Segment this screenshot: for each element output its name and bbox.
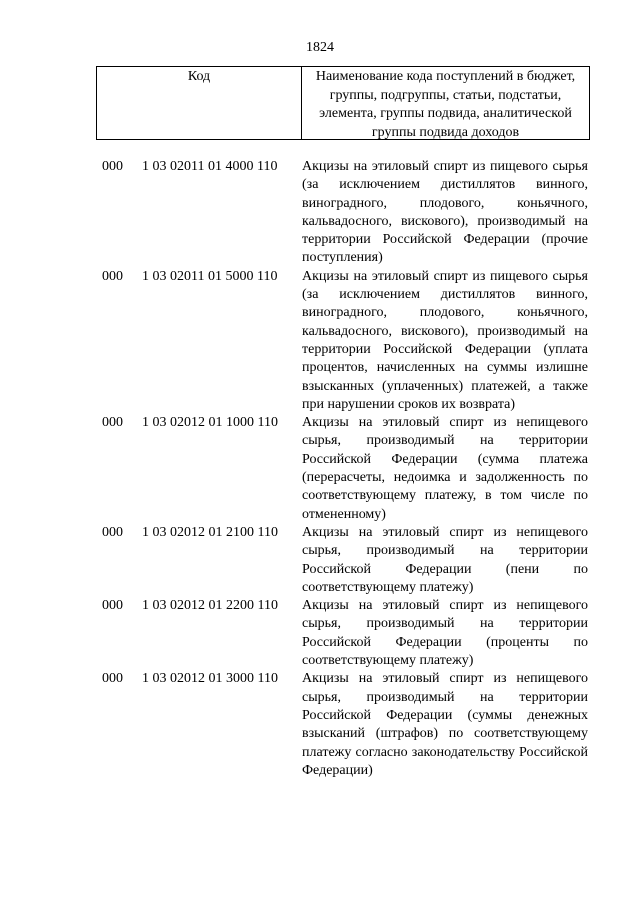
row-admin-code: 000 (102, 671, 123, 687)
header-code-label: Код (187, 69, 211, 84)
table-row (0, 158, 640, 268)
row-revenue-code: 1 03 02012 01 2200 110 (142, 598, 278, 614)
header-name-label: Наименование кода поступлений в бюджет, группы, подгруппы, статьи, подстатьи, элемента, группы подвида, аналитической группы подвида доходов (315, 69, 576, 140)
row-revenue-code: 1 03 02011 01 5000 110 (142, 268, 278, 284)
table-row (0, 597, 640, 670)
table-row (0, 268, 640, 414)
table-row (0, 524, 640, 597)
row-revenue-name: Акцизы на этиловый спирт из непищевого сырья, производимый на территории Российской Федерации (проценты по соответствующему платежу) (302, 598, 588, 669)
row-revenue-code: 1 03 02012 01 1000 110 (142, 415, 278, 431)
table-header (96, 66, 590, 140)
table-row (0, 670, 640, 780)
row-revenue-code: 1 03 02012 01 3000 110 (142, 671, 278, 687)
page-number: 1824 (306, 40, 334, 55)
row-revenue-name: Акцизы на этиловый спирт из непищевого сырья, производимый на территории Российской Федерации (пени по соответствующему платежу) (302, 524, 588, 595)
row-admin-code: 000 (102, 268, 123, 284)
revenue-code-list (0, 158, 640, 780)
row-revenue-name: Акцизы на этиловый спирт из непищевого сырья, производимый на территории Российской Федерации (сумма платежа (перерасчеты, недоимка и задолженность по соответствующему платежу, в том числе по отмененному) (302, 415, 588, 522)
row-revenue-code: 1 03 02011 01 4000 110 (142, 159, 278, 174)
row-revenue-code: 1 03 02012 01 2100 110 (142, 524, 278, 540)
row-admin-code: 000 (102, 159, 123, 174)
row-revenue-name: Акцизы на этиловый спирт из пищевого сырья (за исключением дистиллятов винного, виноградного, плодового, коньячного, кальвадосного, вискового), производимый на территории Российской Федерации (уплата процентов, начисленных на суммы излишне взысканных (уплаченных) платежей, а также при нарушении сроков их возврата) (302, 268, 588, 412)
row-admin-code: 000 (102, 524, 123, 540)
row-revenue-name: Акцизы на этиловый спирт из пищевого сырья (за исключением дистиллятов винного, виноградного, плодового, коньячного, кальвадосного, вискового), производимый на территории Российской Федерации (прочие поступления) (302, 159, 588, 266)
table-row (0, 414, 640, 524)
row-admin-code: 000 (102, 598, 123, 614)
row-admin-code: 000 (102, 415, 123, 431)
row-revenue-name: Акцизы на этиловый спирт из непищевого сырья, производимый на территории Российской Федерации (суммы денежных взысканий (штрафов) по соответствующему платежу согласно законодательству Российской Федерации) (302, 671, 588, 778)
